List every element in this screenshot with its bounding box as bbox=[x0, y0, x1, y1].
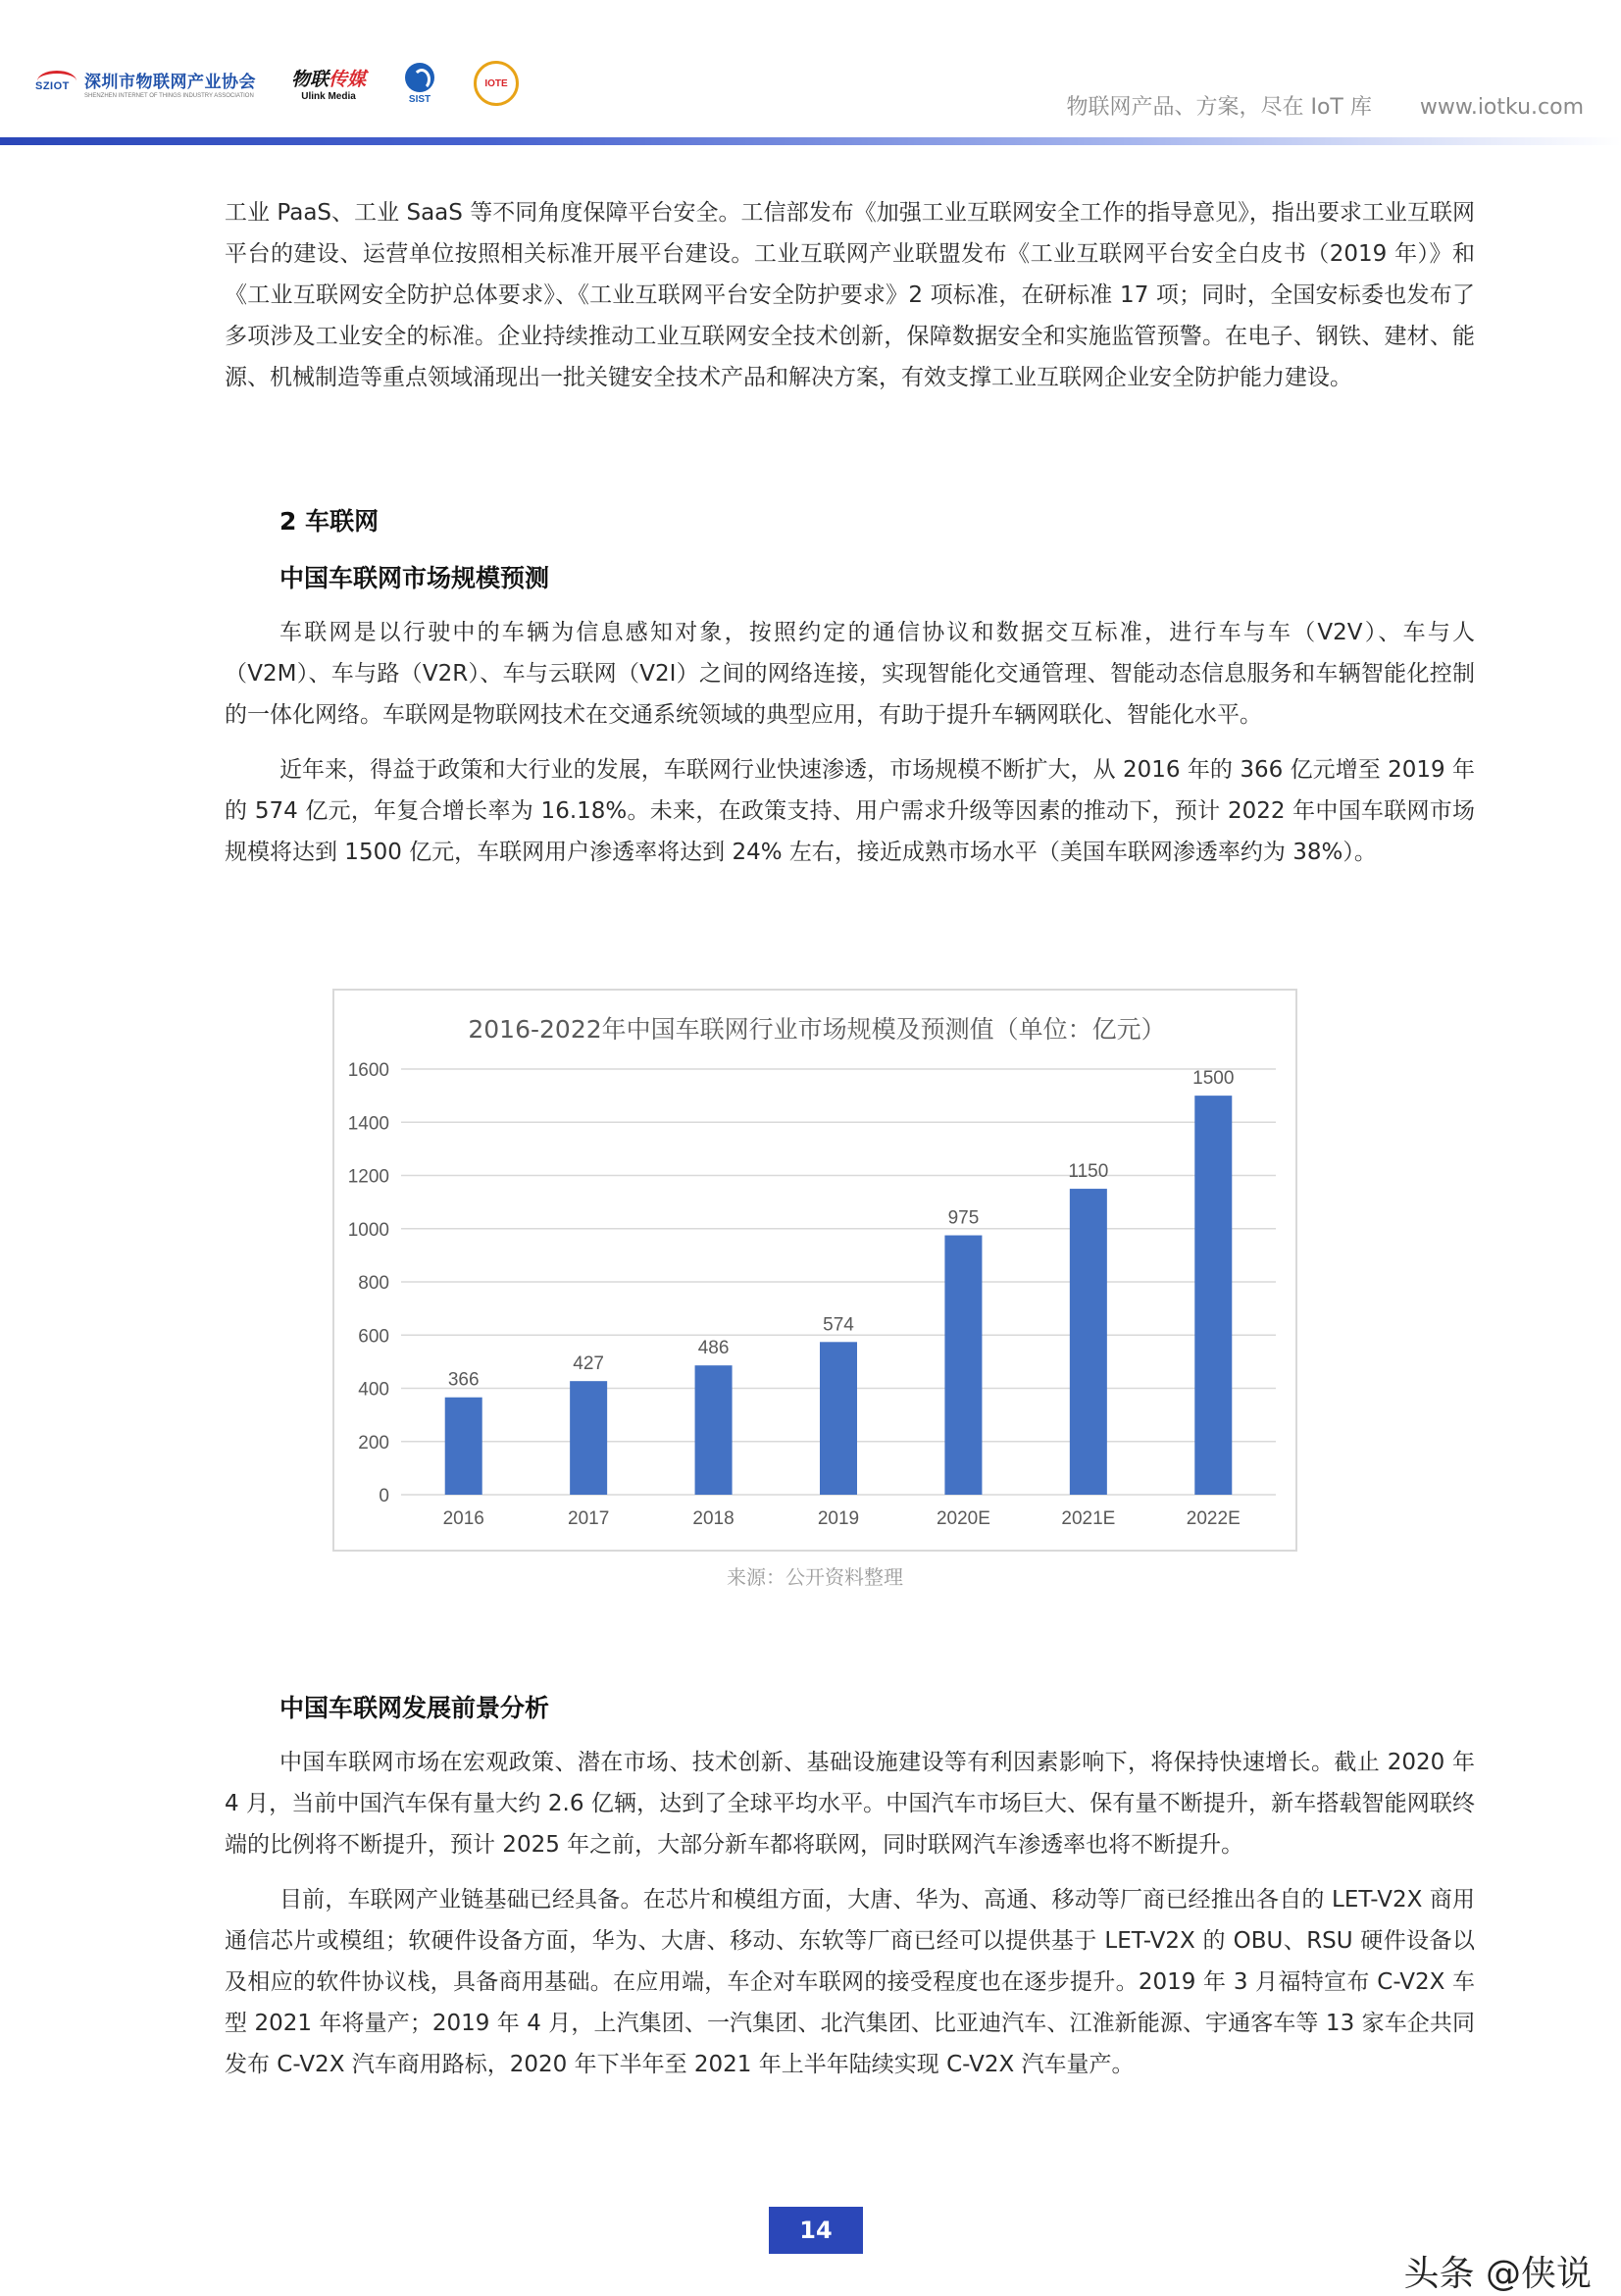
y-tick-label: 1400 bbox=[347, 1113, 389, 1135]
y-tick-label: 1200 bbox=[347, 1166, 389, 1188]
sist-text: SIST bbox=[408, 93, 431, 105]
bar bbox=[570, 1381, 607, 1495]
paragraph-definition: 车联网是以行驶中的车辆为信息感知对象，按照约定的通信协议和数据交互标准，进行车与车（V2V）、车与人（V2M）、车与路（V2R）、车与云联网（V2I）之间的网络连接，实现智能化交通管理、智能动态信息服务和车辆智能化控制的一体化网络。车联网是物联网技术在交通系统领域的典型应用，有助于提升车辆网联化、智能化水平。 bbox=[225, 620, 1475, 728]
market-block bbox=[225, 612, 1475, 873]
data-label: 1500 bbox=[1192, 1068, 1235, 1090]
chart-source: 来源：公开资料整理 bbox=[727, 1565, 903, 1589]
y-tick-label: 1000 bbox=[347, 1219, 389, 1241]
x-tick-label: 2022E bbox=[1186, 1508, 1241, 1529]
szit-mark-text: SZIOT bbox=[35, 80, 70, 92]
intro-block bbox=[225, 192, 1475, 398]
page-number: 14 bbox=[769, 2207, 863, 2254]
sist-logo bbox=[405, 63, 434, 105]
y-tick-label: 600 bbox=[358, 1326, 389, 1348]
chart-title: 2016-2022年中国车联网行业市场规模及预测值（单位：亿元） bbox=[468, 1015, 1166, 1044]
outlook-block bbox=[225, 1742, 1475, 2085]
header-logos bbox=[35, 61, 519, 106]
data-label: 366 bbox=[447, 1369, 480, 1391]
bar bbox=[695, 1365, 733, 1495]
watermark: 头条 @侠说 bbox=[1403, 2254, 1592, 2294]
x-tick-label: 2019 bbox=[817, 1508, 860, 1529]
bar bbox=[1070, 1189, 1107, 1495]
szit-logo bbox=[35, 68, 256, 99]
bar bbox=[1194, 1096, 1232, 1495]
bar bbox=[445, 1398, 482, 1495]
x-tick-label: 2020E bbox=[936, 1508, 990, 1529]
x-tick-label: 2017 bbox=[568, 1508, 610, 1529]
y-tick-label: 400 bbox=[358, 1379, 389, 1401]
x-tick-label: 2018 bbox=[692, 1508, 735, 1529]
x-tick-label: 2021E bbox=[1061, 1508, 1116, 1529]
subsection-title-market: 中国车联网市场规模预测 bbox=[279, 564, 550, 592]
page-header bbox=[0, 0, 1621, 147]
paragraph-growth: 近年来，得益于政策和大行业的发展，车联网行业快速渗透，市场规模不断扩大，从 2016 年的 366 亿元增至 2019 年的 574 亿元，年复合增长率为 16.18%。未来，在政策支持、用户需求升级等因素的推动下，预计 2022 年中国车联网市场规模将达到 1500 亿元，车联网用户渗透率将达到 24% 左右，接近成熟市场水平（美国车联网渗透率约为 38%）。 bbox=[225, 757, 1475, 865]
iote-logo bbox=[474, 61, 519, 106]
ulink-media-logo bbox=[291, 65, 366, 102]
subsection-title-outlook: 中国车联网发展前景分析 bbox=[279, 1694, 550, 1722]
header-divider bbox=[0, 137, 1621, 145]
x-tick-label: 2016 bbox=[442, 1508, 484, 1529]
paragraph-industry-chain: 目前，车联网产业链基础已经具备。在芯片和模组方面，大唐、华为、高通、移动等厂商已经推出各自的 LET-V2X 商用通信芯片或模组；软硬件设备方面，华为、大唐、移动、东软等厂商已经可以提供基于 LET-V2X 的 OBU、RSU 硬件设备以及相应的软件协议栈，具备商用基础。在应用端，车企对车联网的接受程度也在逐步提升。2019 年 3 月福特宣布 C-V2X 车型 2021 年将量产；2019 年 4 月，上汽集团、一汽集团、北汽集团、比亚迪汽车、江淮新能源、宇通客车等 13 家车企共同发布 C-V2X 汽车商用路标，2020 年下半年至 2021 年上半年陆续实现 C-V2X 汽车量产。 bbox=[225, 1887, 1475, 2077]
data-label: 1150 bbox=[1068, 1161, 1109, 1183]
sist-logo-icon bbox=[405, 63, 434, 92]
data-label: 486 bbox=[697, 1338, 730, 1359]
header-slogan: 物联网产品、方案，尽在 IoT 库 bbox=[1066, 95, 1372, 120]
header-right bbox=[1066, 90, 1584, 121]
bar bbox=[944, 1236, 982, 1495]
szit-name-en: SHENZHEN INTERNET OF THINGS INDUSTRY ASSOCIATION bbox=[84, 93, 254, 99]
y-tick-label: 0 bbox=[379, 1486, 389, 1506]
szit-logo-mark bbox=[35, 71, 78, 96]
data-label: 574 bbox=[823, 1314, 854, 1336]
szit-name-cn: 深圳市物联网产业协会 bbox=[84, 73, 256, 92]
paragraph-outlook: 中国车联网市场在宏观政策、潜在市场、技术创新、基础设施建设等有利因素影响下，将保持快速增长。截止 2020 年 4 月，当前中国汽车保有量大约 2.6 亿辆，达到了全球平均水平。中国汽车市场巨大、保有量不断提升，新车搭载智能网联终端的比例将不断提升，预计 2025 年之前，大部分新车都将联网，同时联网汽车渗透率也将不断提升。 bbox=[225, 1750, 1475, 1858]
ulink-en: Ulink Media bbox=[301, 91, 356, 102]
y-tick-label: 800 bbox=[358, 1273, 389, 1294]
bar-chart bbox=[332, 989, 1297, 1552]
chart-svg bbox=[334, 991, 1295, 1550]
y-tick-label: 200 bbox=[358, 1432, 389, 1454]
section-title: 2 车联网 bbox=[279, 507, 380, 536]
header-url[interactable]: www.iotku.com bbox=[1419, 95, 1584, 120]
data-label: 975 bbox=[947, 1207, 980, 1229]
ulink-cn-a: 物联 bbox=[291, 69, 329, 90]
y-tick-label: 1600 bbox=[347, 1060, 389, 1081]
data-label: 427 bbox=[573, 1353, 604, 1375]
ulink-cn-b: 传媒 bbox=[329, 69, 367, 90]
intro-paragraph: 工业 PaaS、工业 SaaS 等不同角度保障平台安全。工信部发布《加强工业互联网安全工作的指导意见》，指出要求工业互联网平台的建设、运营单位按照相关标准开展平台建设。工业互联网产业联盟发布《工业互联网平台安全白皮书（2019 年）》和《工业互联网安全防护总体要求》、《工业互联网平台安全防护要求》2 项标准，在研标准 17 项；同时，全国安标委也发布了多项涉及工业安全的标准。企业持续推动工业互联网安全技术创新，保障数据安全和实施监管预警。在电子、钢铁、建材、能源、机械制造等重点领域涌现出一批关键安全技术产品和解决方案，有效支撑工业互联网企业安全防护能力建设。 bbox=[225, 200, 1475, 390]
bar bbox=[820, 1342, 857, 1495]
iote-text: IOTE bbox=[484, 77, 508, 89]
